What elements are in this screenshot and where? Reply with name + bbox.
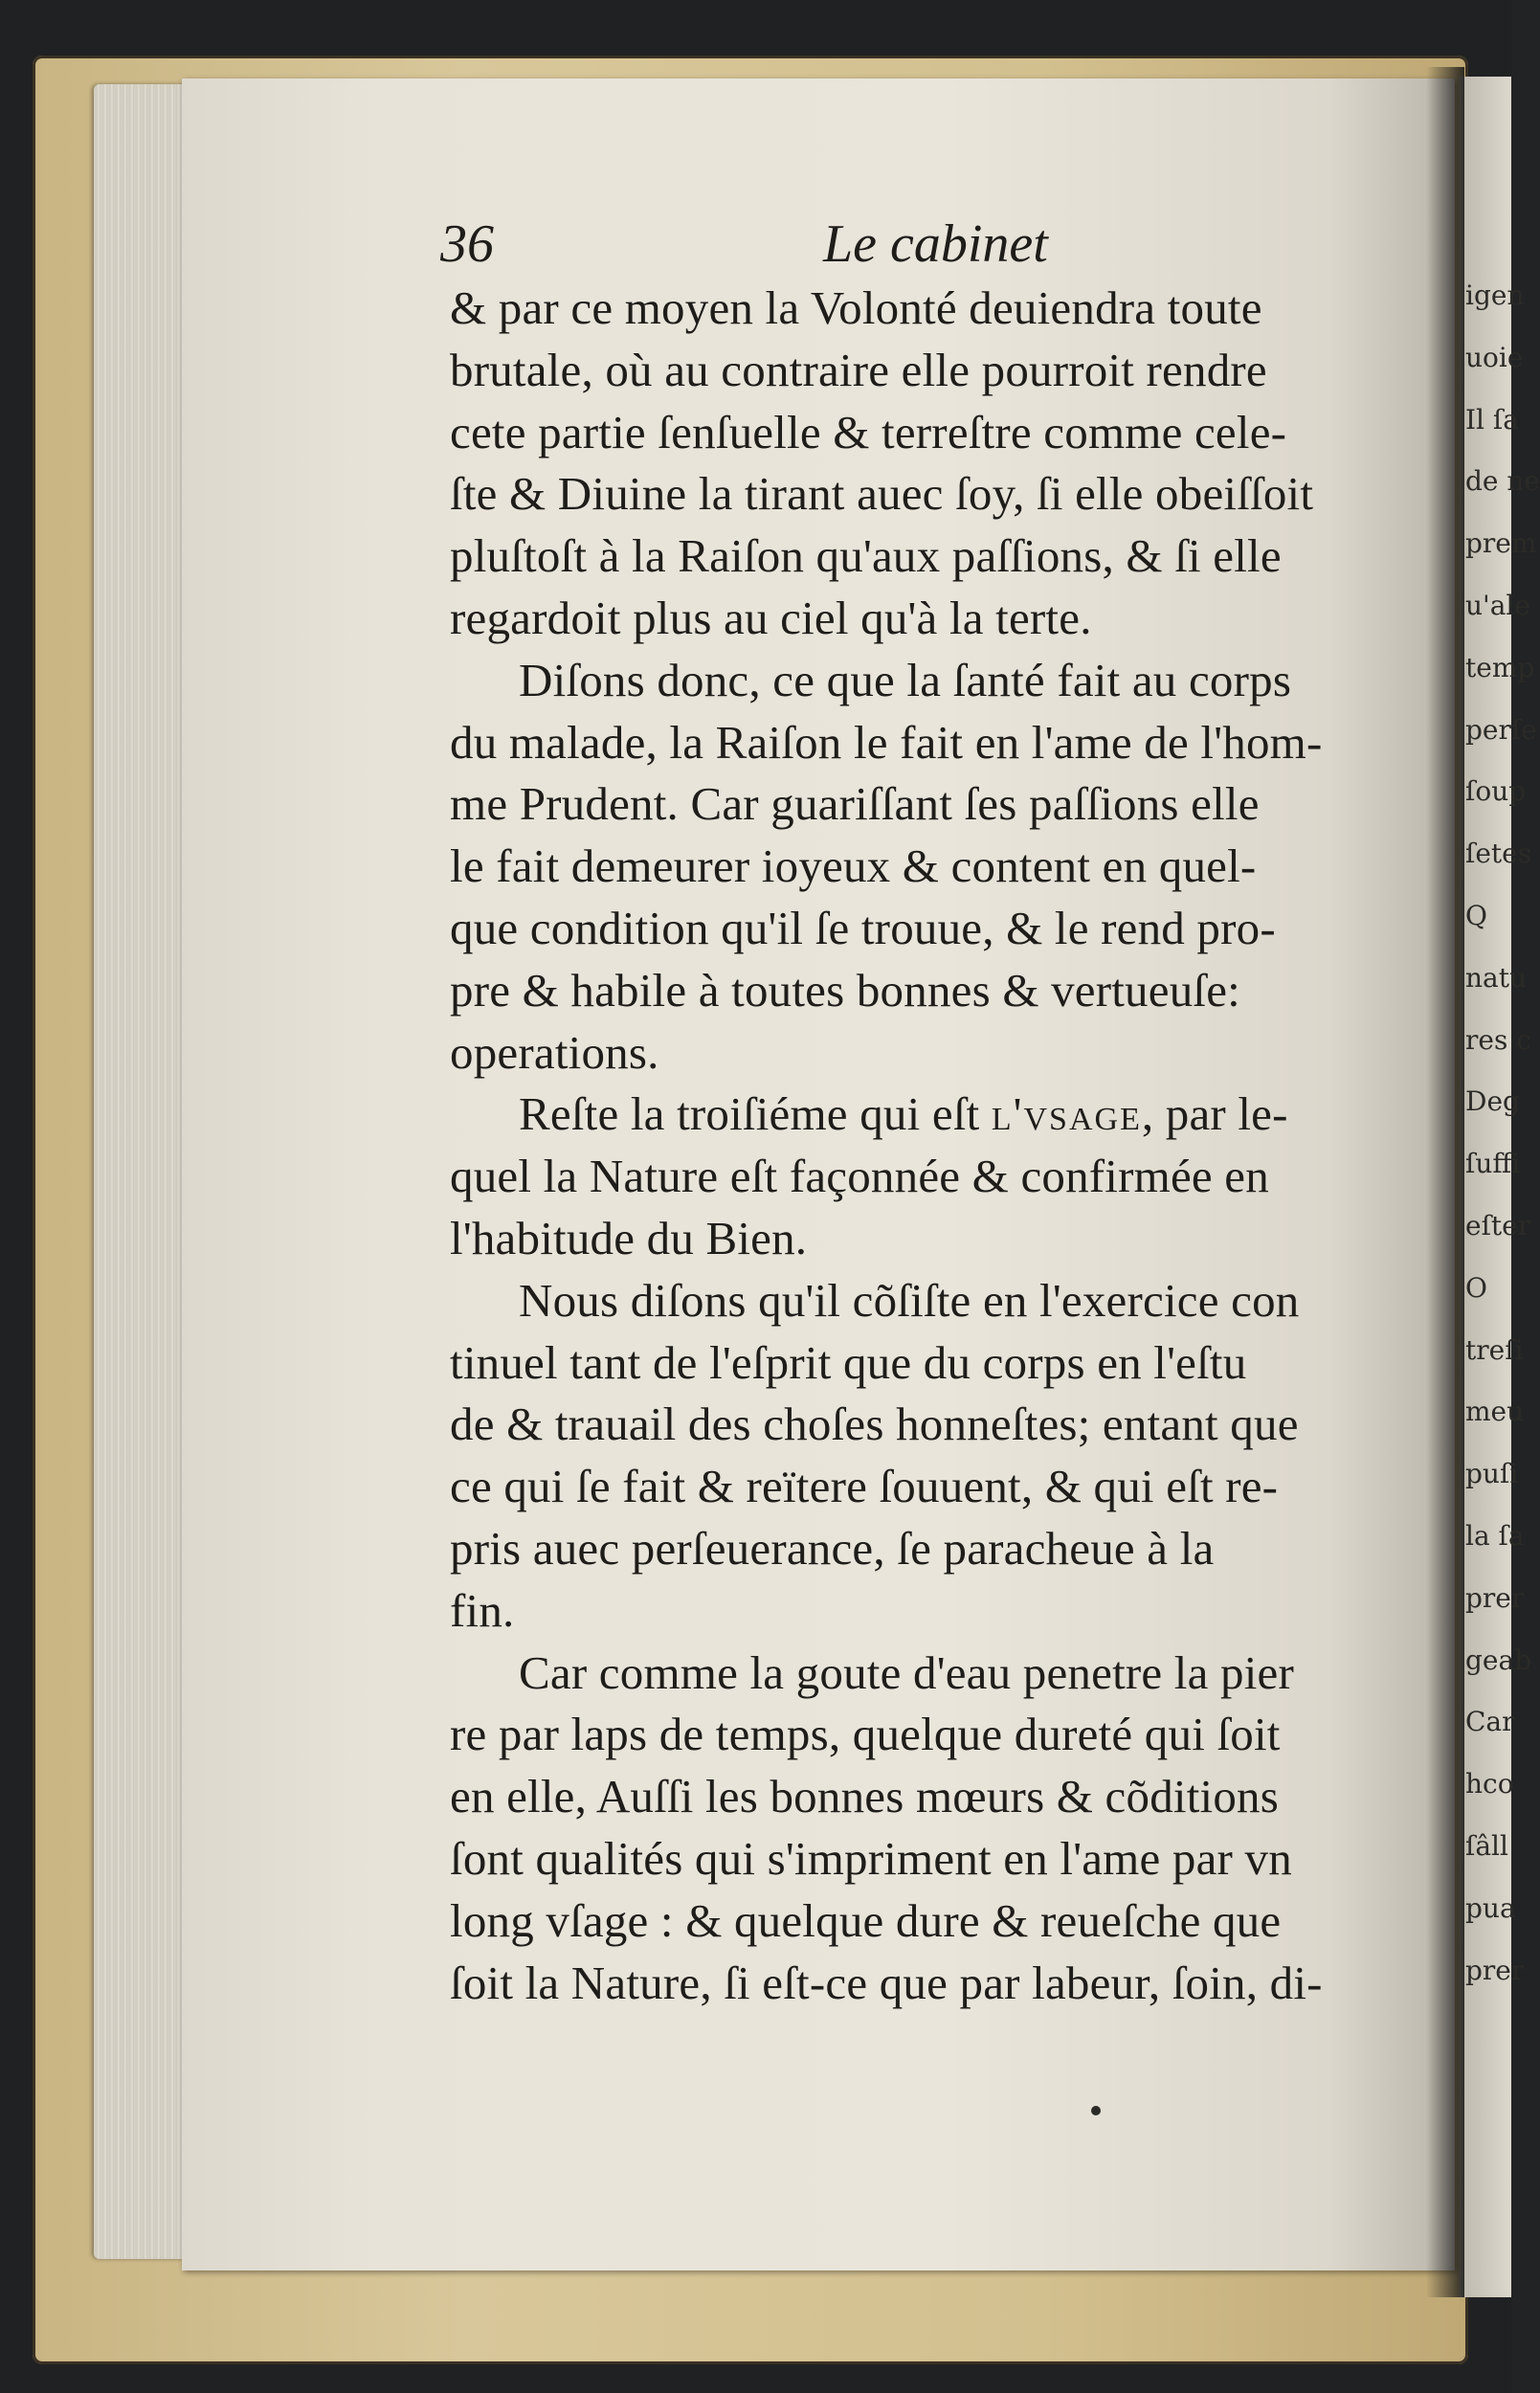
- text-run: , par le-: [1141, 1087, 1288, 1141]
- text-line: Nous diſons qu'il cõſiſte en l'exercice con: [519, 1273, 1300, 1327]
- text-line: ce qui ſe fait & reïtere ſouuent, & qui eſt re-: [450, 1460, 1279, 1513]
- text-line: me Prudent. Car guariſſant ſes paſſions elle: [450, 777, 1260, 831]
- facing-page-fragment: pua: [1465, 1891, 1516, 1924]
- text-line: tinuel tant de l'eſprit que du corps en l'eſtu: [450, 1335, 1247, 1389]
- text-line: du malade, la Raiſon le fait en l'ame de l'hom-: [450, 715, 1323, 769]
- facing-page: [1460, 77, 1540, 2297]
- facing-page-fragment: natu: [1465, 961, 1528, 994]
- facing-page-fragment: ſâll: [1465, 1830, 1508, 1862]
- facing-page-fragment: O: [1465, 1271, 1487, 1304]
- text-line: quel la Nature eſt façonnée & confirmée en: [450, 1150, 1269, 1203]
- text-line: & par ce moyen la Volonté deuiendra toute: [450, 281, 1262, 334]
- facing-page-fragment: la ſa: [1465, 1520, 1525, 1552]
- facing-page-fragment: geab: [1465, 1644, 1532, 1676]
- text-line: cete partie ſenſuelle & terreſtre comme cele-: [450, 405, 1287, 458]
- running-head: [440, 211, 1431, 278]
- facing-page-fragment: temp: [1465, 651, 1535, 683]
- facing-page-fragment: eſter: [1465, 1210, 1531, 1241]
- text-line: Diſons donc, ce que la ſanté fait au corps: [519, 653, 1292, 706]
- text-line: pris auec perſeuerance, ſe paracheue à la: [450, 1521, 1215, 1575]
- text-line: ſoit la Nature, ſi eſt-ce que par labeur, ſoin, di-: [450, 1956, 1323, 2009]
- facing-page-fragment: uoie: [1465, 341, 1524, 373]
- ink-speck: [1091, 2106, 1101, 2115]
- text-line: ſont qualités qui s'impriment en l'ame par vn: [450, 1831, 1292, 1885]
- facing-page-fragment: Il ſa: [1465, 403, 1519, 436]
- text-line: Car comme la goute d'eau penetre la pier: [519, 1645, 1294, 1699]
- text-line: long vſage : & quelque dure & reueſche que: [450, 1893, 1282, 1947]
- text-line: fin.: [450, 1583, 515, 1637]
- facing-page-fragment: Car: [1465, 1706, 1515, 1738]
- text-block: [440, 211, 1431, 2014]
- facing-page-fragment: perſe: [1465, 713, 1537, 746]
- text-line: regardoit plus au ciel qu'à la terte.: [450, 591, 1092, 644]
- facing-page-fragment: prer: [1465, 1954, 1525, 1986]
- text-line: le fait demeurer ioyeux & content en quel-: [450, 839, 1257, 893]
- facing-page-fragment: de ne: [1465, 465, 1540, 498]
- text-line: que condition qu'il ſe trouue, & le rend pro-: [450, 901, 1276, 954]
- text-line: de & trauail des choſes honneſtes; entant que: [450, 1398, 1299, 1451]
- facing-page-fragment: prer: [1465, 1581, 1525, 1614]
- facing-page-fragment: Deg: [1465, 1085, 1520, 1118]
- gutter-shadow: [1426, 67, 1464, 2297]
- running-title: Le cabinet: [823, 214, 1048, 274]
- facing-page-fragment: res c: [1465, 1023, 1531, 1056]
- text-line: pluſtoſt à la Raiſon qu'aux paſſions, & ſi elle: [450, 529, 1282, 583]
- facing-page-fragment: puſi: [1465, 1458, 1519, 1490]
- facing-page-fragment: ſuffi: [1465, 1148, 1521, 1180]
- page-number: 36: [440, 214, 494, 274]
- text-line: operations.: [450, 1025, 659, 1079]
- facing-page-fragment: Q: [1465, 900, 1487, 931]
- facing-page-fragment: meu: [1465, 1396, 1525, 1428]
- small-caps-term: l'vsage: [991, 1087, 1142, 1141]
- text-line: l'habitude du Bien.: [450, 1211, 808, 1264]
- text-line: brutale, où au contraire elle pourroit rendre: [450, 343, 1267, 396]
- text-run: Reſte la troiſiéme qui eſt: [519, 1087, 992, 1141]
- facing-page-fragment: prem: [1465, 527, 1537, 560]
- body-text: [450, 278, 1431, 2014]
- text-line: re par laps de temps, quelque dureté qui ſoit: [450, 1708, 1281, 1761]
- facing-page-fragment: ſetes: [1465, 838, 1532, 870]
- text-line: pre & habile à toutes bonnes & vertueuſe:: [450, 963, 1240, 1017]
- facing-page-fragment: treſi: [1465, 1333, 1524, 1366]
- facing-page-fragment: igen: [1465, 280, 1525, 311]
- facing-page-fragment: u'ale: [1465, 590, 1530, 621]
- text-line: en elle, Auſſi les bonnes mœurs & cõditions: [450, 1770, 1280, 1823]
- text-line: ſte & Diuine la tirant auec ſoy, ſi elle obeiſſoit: [450, 467, 1314, 521]
- facing-page-fragment: hco: [1465, 1768, 1514, 1800]
- facing-page-fragment: ſoup: [1465, 775, 1527, 808]
- text-line: [450, 1084, 1431, 1146]
